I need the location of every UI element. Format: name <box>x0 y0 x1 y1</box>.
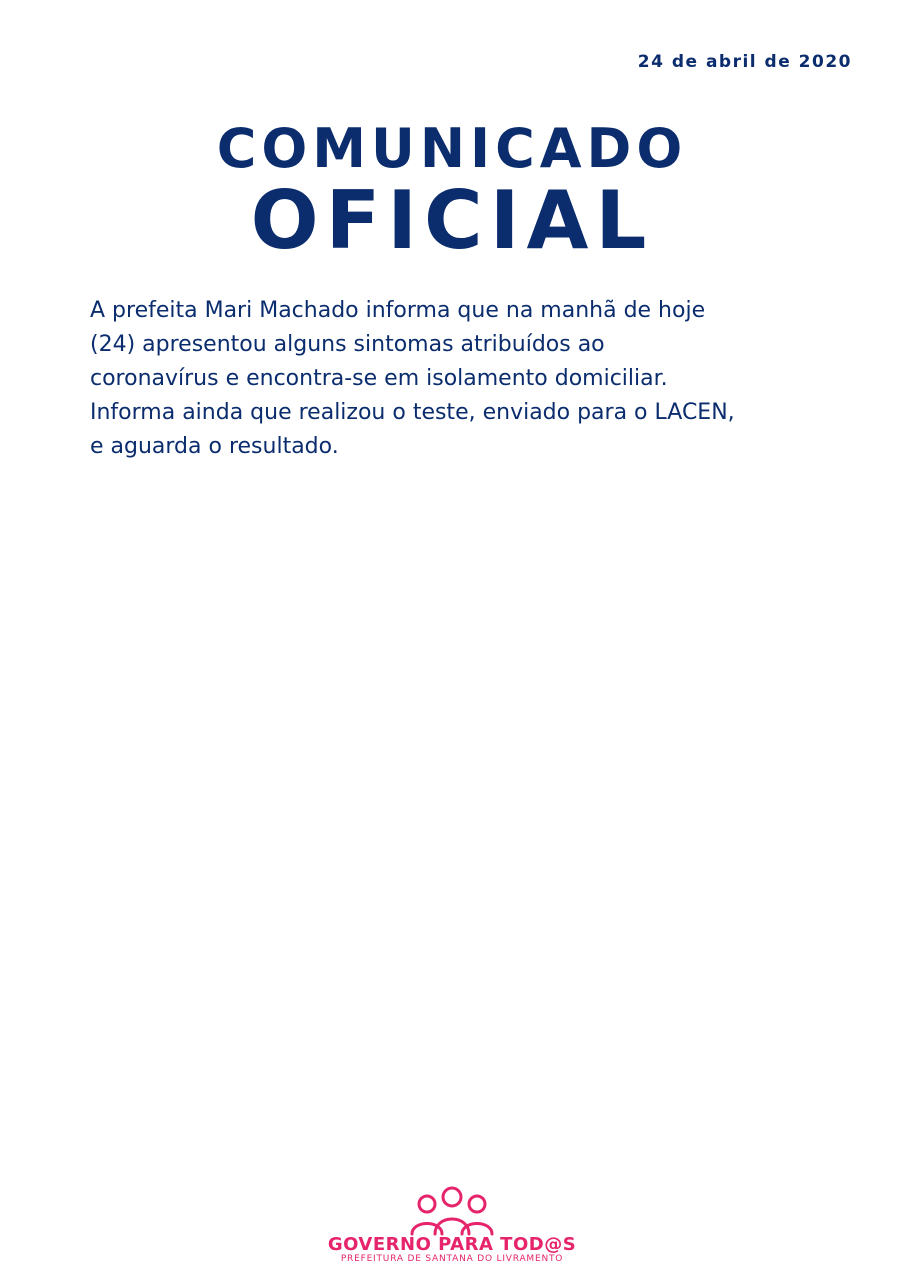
title-oficial: OFICIAL <box>250 174 654 267</box>
logo-subtitle: PREFEITURA DE SANTANA DO LIVRAMENTO <box>340 1254 564 1264</box>
logo-name: GOVERNO PARA TOD@S <box>327 1234 577 1255</box>
title-comunicado: COMUNICADO <box>216 117 688 180</box>
government-logo <box>0 1186 904 1264</box>
document-title <box>0 117 904 267</box>
announcement-body: A prefeita Mari Machado informa que na manhã de hoje (24) apresentou alguns sintomas atribuídos ao coronavírus e encontra-se em isolamento domiciliar. Informa ainda que realizou o teste, enviado para o LACEN, e aguarda o resultado. <box>90 298 735 459</box>
three-people-logo-icon <box>402 1186 502 1238</box>
document-date: 24 de abril de 2020 <box>637 52 852 72</box>
